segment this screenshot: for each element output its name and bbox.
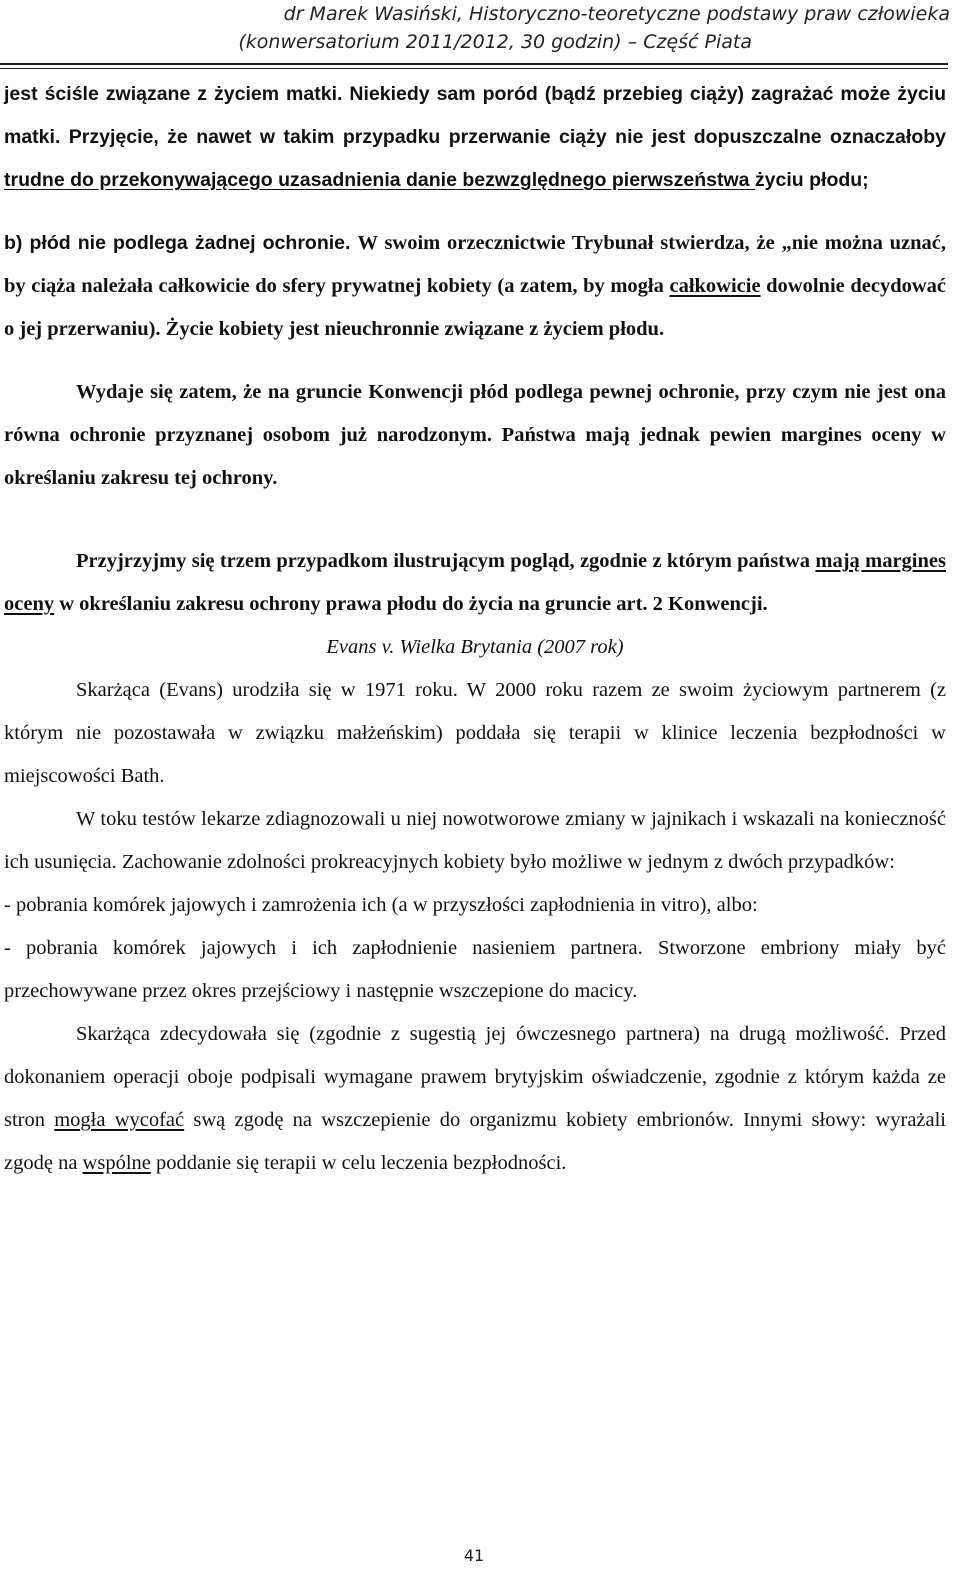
text-segment: w określaniu zakresu ochrony prawa płodu do życia na gruncie art. 2 Konwencji. <box>54 593 768 615</box>
underlined-text: trudne do przekonywającego uzasadnienia danie bezwzględnego pierwszeństwa <box>4 169 755 191</box>
spacer <box>4 500 946 540</box>
text-segment: życiu płodu; <box>754 169 869 191</box>
paragraph-three-cases <box>4 540 946 626</box>
header-rule-thick <box>0 63 948 65</box>
text-segment: poddanie się terapii w celu leczenia bezpłodności. <box>150 1152 567 1174</box>
text-segment: W swoim orzecznictwie Trybunał stwierdza, że „nie można uznać, by ciąża należała całkowicie do sfery prywatnej kobiety (a zatem, by mogła <box>4 232 946 297</box>
underlined-text: mają margines oceny <box>4 550 946 615</box>
text-segment: Skarżąca zdecydowała się (zgodnie z sugestią jej ówczesnego partnera) na drugą możliwość. Przed dokonaniem operacji oboje podpisali wymagane prawem brytyjskim oświadczenie, zgodnie z którym każda ze stron <box>4 1023 946 1131</box>
spacer <box>4 202 946 222</box>
text-segment: jest ściśle związane z życiem matki. Niekiedy sam poród (bądź przebieg ciąży) zagrażać może życiu matki. <box>4 83 946 148</box>
text-segment: dowolnie decydować o jej przerwaniu). Życie kobiety jest nieuchronnie związane z życiem płodu. <box>4 275 946 340</box>
underlined-text: całkowicie <box>669 275 761 297</box>
paragraph-diagnosis: W toku testów lekarze zdiagnozowali u niej nowotworowe zmiany w jajnikach i wskazali na konieczność ich usunięcia. Zachowanie zdolności prokreacyjnych kobiety było możliwe w jednym z dwóch przypadków: <box>4 808 946 873</box>
paragraph-applicant-background: Skarżąca (Evans) urodziła się w 1971 roku. W 2000 roku razem ze swoim życiowym partnerem (z którym nie pozostawała w związku małżeńskim) poddała się terapii w klinice leczenia bezpłodności w miejscowości Bath. <box>4 679 946 787</box>
text-segment: Przyjrzyjmy się trzem przypadkom ilustrującym pogląd, zgodnie z którym państwa <box>76 550 816 572</box>
header-author-title: dr Marek Wasiński, Historyczno-teoretyczne podstawy praw człowieka <box>283 3 950 25</box>
paragraph-convention-protection: Wydaje się zatem, że na gruncie Konwencji płód podlega pewnej ochronie, przy czym nie jest ona równa ochronie przyznanej osobom już narodzonym. Państwa mają jednak pewien margines oceny w określaniu zakresu tej ochrony. <box>4 381 946 489</box>
header-rule-thin <box>0 68 948 69</box>
case-title: Evans v. Wielka Brytania (2007 rok) <box>326 636 624 658</box>
document-body <box>4 73 946 1185</box>
underlined-text: mogła wycofać <box>54 1109 185 1131</box>
list-item-option-1: - pobrania komórek jajowych i zamrożenia ich (a w przyszłości zapłodnienia in vitro), albo: <box>4 894 758 916</box>
paragraph-mother-life <box>4 73 946 202</box>
text-segment: b) płód nie podlega żadnej ochronie. <box>4 232 358 254</box>
page-header <box>0 0 960 62</box>
underlined-text: wspólne <box>82 1152 151 1174</box>
text-segment: swą zgodę na wszczepienie do organizmu kobiety embrionów. Innymi słowy: wyrażali zgodę na <box>4 1109 947 1174</box>
text-segment: Przyjęcie, że nawet w takim przypadku przerwanie ciąży nie jest dopuszczalne oznaczałoby <box>68 126 946 148</box>
page-number: 41 <box>463 1546 485 1565</box>
paragraph-consent <box>4 1013 946 1185</box>
header-course-info: (konwersatorium 2011/2012, 30 godzin) – Część Piata <box>238 31 752 53</box>
spacer <box>4 351 946 371</box>
list-item-option-2: - pobrania komórek jajowych i ich zapłodnienie nasieniem partnera. Stworzone embriony miały być przechowywane przez okres przejściowy i następnie wszczepione do macicy. <box>4 937 946 1002</box>
paragraph-fetus-no-protection <box>4 222 946 351</box>
